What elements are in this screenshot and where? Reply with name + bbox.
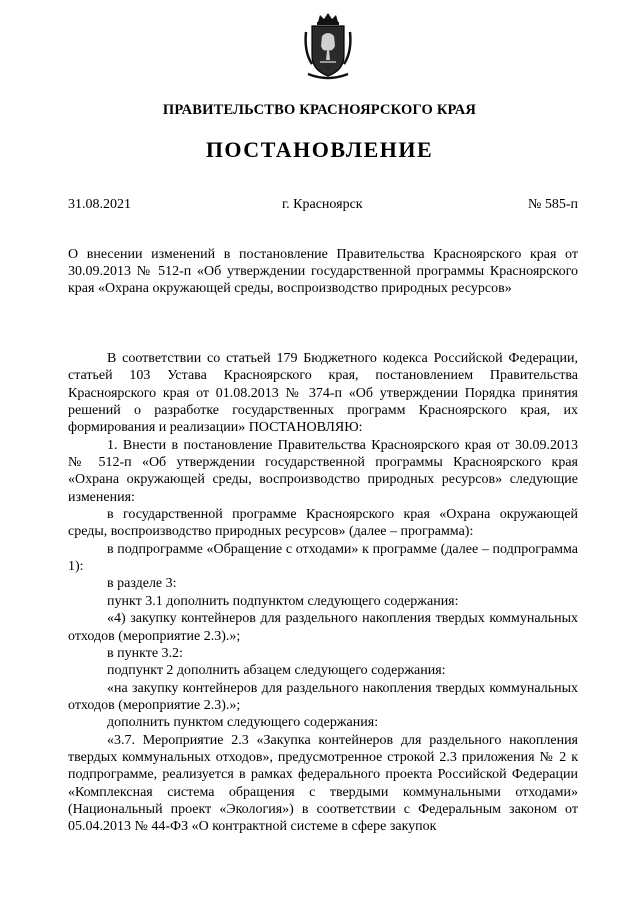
body-paragraph: подпункт 2 дополнить абзацем следующего содержания: xyxy=(107,663,446,679)
document-date: 31.08.2021 xyxy=(68,197,131,212)
body-paragraph: «3.7. Мероприятие 2.3 «Закупка контейнеров для раздельного накопления твердых коммунальных отходов», предусмотренное строкой 2.3 приложения № 2 к подпрограмме, реализуется в рамках федерального проекта Российской Федерации «Комплексная система обращения с твердыми коммунальными отходами» (Национальный проект «Экология») в соответствии с Федеральным законом от 05.04.2013 № 44-ФЗ «О контрактной системе в сфере закупок xyxy=(68,732,578,835)
body-paragraph: «4) закупку контейнеров для раздельного накопления твердых коммунальных отходов (мероприятие 2.3).»; xyxy=(68,611,578,644)
body-paragraph: дополнить пунктом следующего содержания: xyxy=(107,715,379,731)
body-paragraph: в разделе 3: xyxy=(107,576,177,592)
document-type-title: ПОСТАНОВЛЕНИЕ xyxy=(205,137,434,162)
document-body xyxy=(68,350,578,836)
body-paragraph: 1. Внести в постановление Правительства Красноярского края от 30.09.2013 № 512-п «Об утверждении государственной программы Красноярского края «Охрана окружающей среды, воспроизводство природных ресурсов» следующие изменения: xyxy=(68,437,578,505)
document-subject: О внесении изменений в постановление Правительства Красноярского края от 30.09.2013 № 512-п «Об утверждении государственной программы Красноярского края «Охрана окружающей среды, воспроизводство природных ресурсов» xyxy=(68,247,578,297)
body-paragraph: в пункте 3.2: xyxy=(107,645,183,661)
document-meta xyxy=(68,197,578,215)
document-city: г. Красноярск xyxy=(282,197,363,212)
government-title: ПРАВИТЕЛЬСТВО КРАСНОЯРСКОГО КРАЯ xyxy=(162,102,477,118)
body-paragraph: в подпрограмме «Обращение с отходами» к программе (далее – подпрограмма 1): xyxy=(68,541,578,575)
coat-of-arms-icon xyxy=(302,12,354,82)
body-paragraph: «на закупку контейнеров для раздельного накопления твердых коммунальных отходов (мероприятие 2.3).»; xyxy=(68,680,578,713)
body-paragraph: В соответствии со статьей 179 Бюджетного кодекса Российской Федерации, статьей 103 Устава Красноярского края, постановлением Правительства Красноярского края от 01.08.2013 № 374-п «Об утверждении Порядка принятия решений о разработке государственных программ Красноярского края, их формирования и реализации» ПОСТАНОВЛЯЮ: xyxy=(68,351,578,436)
body-paragraph: в государственной программе Красноярского края «Охрана окружающей среды, воспроизводство природных ресурсов» (далее – программа): xyxy=(68,507,578,540)
document-number: № 585-п xyxy=(527,197,578,212)
body-paragraph: пункт 3.1 дополнить подпунктом следующего содержания: xyxy=(107,593,459,609)
